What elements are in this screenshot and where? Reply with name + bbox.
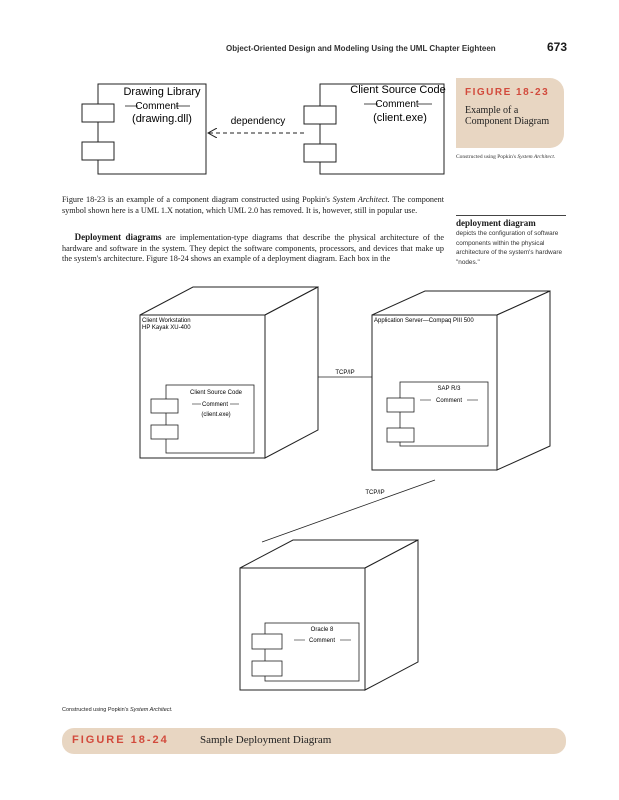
figure-18-23-label: FIGURE 18-23 <box>465 87 550 98</box>
tcpip-label-2: TCP/IP <box>365 490 385 496</box>
client-source-file: (client.exe) <box>373 112 427 124</box>
oracle-comp-name: Oracle 8 <box>310 627 334 633</box>
client-comp-file: (client.exe) <box>201 412 231 418</box>
glossary-term: deployment diagram <box>456 218 536 228</box>
sap-comp-port-bottom <box>387 428 414 442</box>
figure-18-23-caption: Example of a Component Diagram <box>465 105 550 127</box>
glossary-rule <box>456 215 566 216</box>
client-comp-port-top <box>151 399 178 413</box>
server-line1: Application Server—Compaq PIII 500 <box>374 318 474 324</box>
client-source-component <box>320 84 444 174</box>
glossary-definition: depicts the configuration of software components within the physical architecture of the system's hardware "nodes." <box>456 230 563 266</box>
paragraph-1: Figure 18-23 is an example of a component diagram constructed using Popkin's System Architect. The component symbol shown here is a UML 1.X notation, which UML 2.0 has removed. It is, however, still in popular use. <box>62 195 445 215</box>
oracle-comp-port-bottom <box>252 661 282 676</box>
dependency-label: dependency <box>230 116 286 127</box>
client-comp-name: Client Source Code <box>189 390 243 396</box>
figure-18-24-caption: Sample Deployment Diagram <box>200 734 332 746</box>
tcpip-link-2 <box>262 480 435 542</box>
sap-comp-comment: Comment <box>435 398 463 404</box>
tcpip-label-1: TCP/IP <box>335 370 355 376</box>
sap-comp-name: SAP R/3 <box>437 386 461 392</box>
paragraph-2: Deployment diagrams are implementation-type diagrams that describe the physical architecture of the hardware and software in the system. They depict the software components, processors, and devices that make up the system's architecture. Figure 18-24 shows an example of a deployment diagram. Each box in the <box>62 232 444 263</box>
drawing-library-name: Drawing Library <box>123 86 201 98</box>
running-head: Object-Oriented Design and Modeling Using the UML Chapter Eighteen <box>226 44 496 53</box>
oracle-comp-port-top <box>252 634 282 649</box>
client-source-name: Client Source Code <box>350 84 446 96</box>
sap-comp-port-top <box>387 398 414 412</box>
workstation-line1: Client Workstation <box>142 318 191 324</box>
drawing-library-file: (drawing.dll) <box>132 113 192 125</box>
client-source-port-top <box>304 106 336 124</box>
client-comp-port-bottom <box>151 425 178 439</box>
page-number: 673 <box>547 40 568 54</box>
term-deployment-diagrams: Deployment diagrams <box>74 232 162 242</box>
client-source-comment: Comment <box>375 99 419 110</box>
drawing-library-port-top <box>82 104 114 122</box>
drawing-library-comment: Comment <box>135 101 179 112</box>
figure-18-23-credit: Constructed using Popkin's System Architect. <box>456 154 556 160</box>
figure-18-24-credit: Constructed using Popkin's System Architect. <box>62 707 173 713</box>
drawing-library-port-bottom <box>82 142 114 160</box>
client-source-port-bottom <box>304 144 336 162</box>
oracle-comp-comment: Comment <box>308 638 336 644</box>
workstation-line2: HP Kayak XU-400 <box>142 325 191 331</box>
figure-18-24-label: FIGURE 18-24 <box>72 734 169 746</box>
client-comp-comment: Comment <box>201 402 229 408</box>
